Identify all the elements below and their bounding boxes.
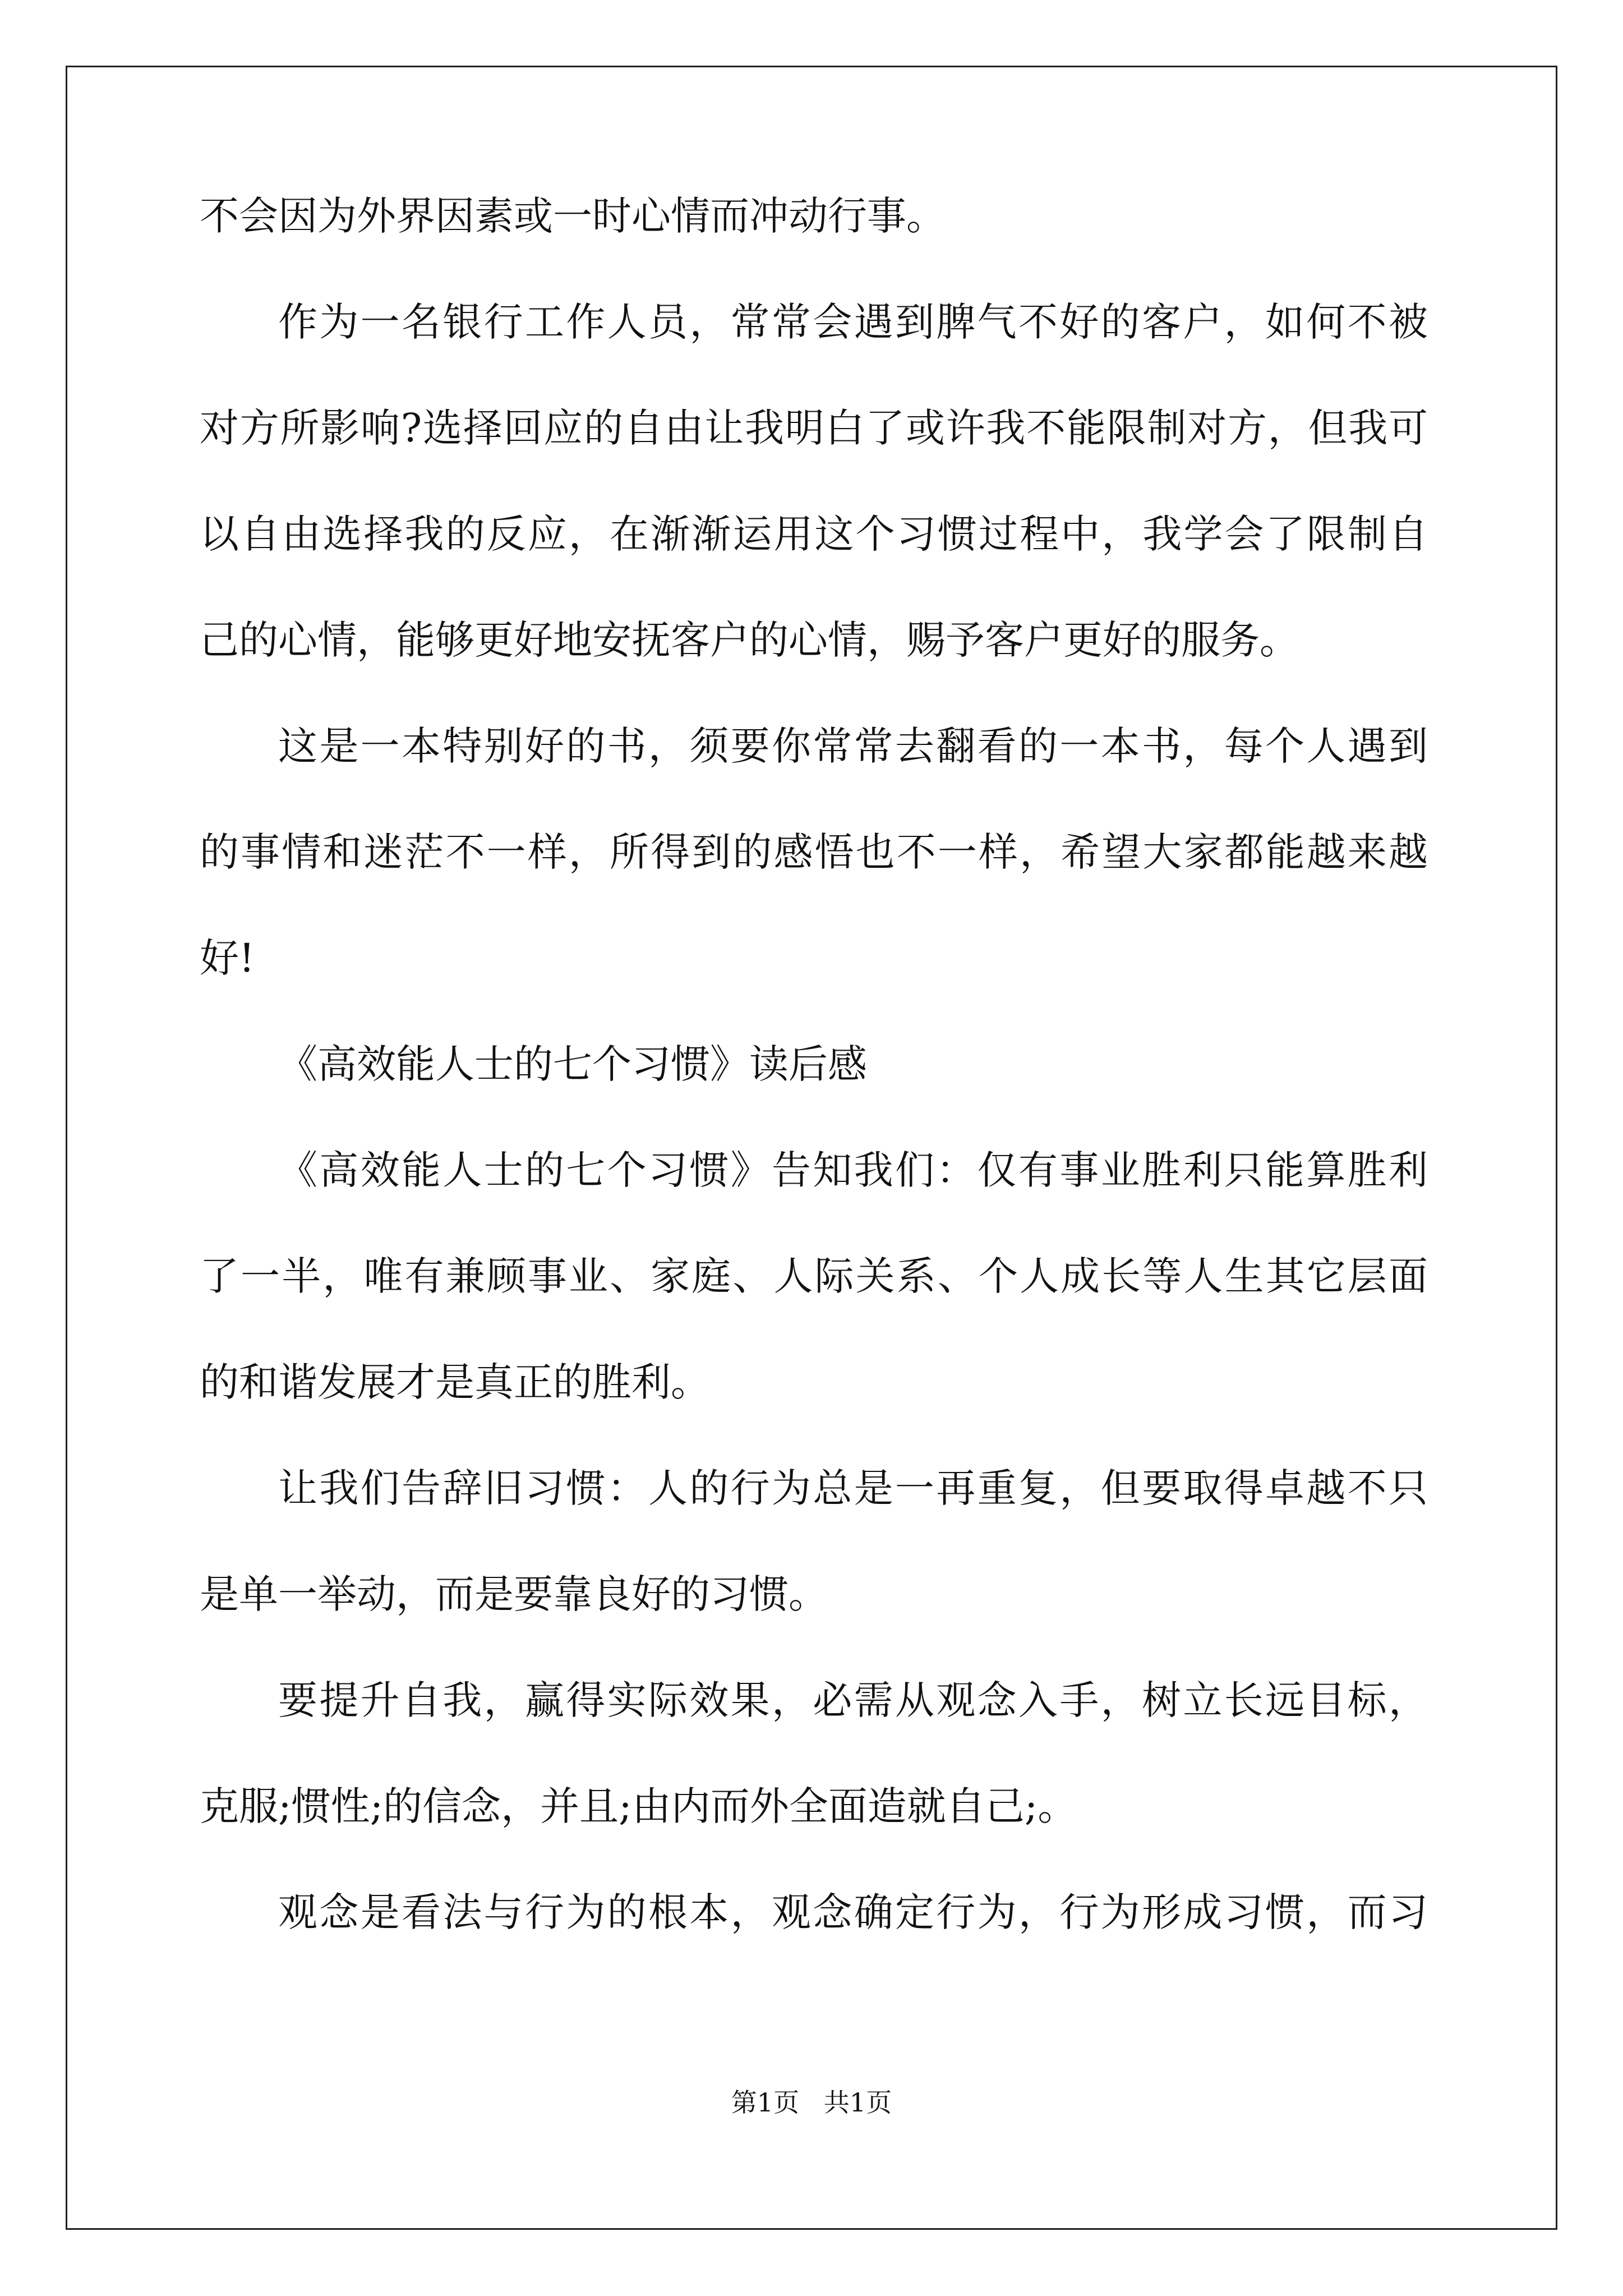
text-line-10: 《高效能人士的七个习惯》告知我们：仅有事业胜利只能算胜利 <box>278 1147 1428 1193</box>
text-line-3: 对方所影响?选择回应的自由让我明白了或许我不能限制对方，但我可 <box>200 405 1428 451</box>
text-line-11: 了一半，唯有兼顾事业、家庭、人际关系、个人成长等人生其它层面 <box>200 1253 1428 1299</box>
text-line-4: 以自由选择我的反应，在渐渐运用这个习惯过程中，我学会了限制自 <box>200 511 1428 557</box>
text-line-17: 观念是看法与行为的根本，观念确定行为，行为形成习惯，而习 <box>278 1889 1428 1935</box>
text-line-5: 己的心情，能够更好地安抚客户的心情，赐予客户更好的服务。 <box>200 617 1299 663</box>
text-line-12: 的和谐发展才是真正的胜利。 <box>200 1359 710 1405</box>
text-line-2: 作为一名银行工作人员，常常会遇到脾气不好的客户，如何不被 <box>278 299 1428 345</box>
text-line-1: 不会因为外界因素或一时心情而冲动行事。 <box>200 193 946 239</box>
text-line-14: 是单一举动，而是要靠良好的习惯。 <box>200 1571 828 1617</box>
page-footer: 第1页 共1页 <box>731 2087 892 2118</box>
text-line-13: 让我们告辞旧习惯：人的行为总是一再重复，但要取得卓越不只 <box>278 1465 1428 1511</box>
section-title: 《高效能人士的七个习惯》读后感 <box>278 1041 867 1087</box>
text-line-8: 好! <box>200 935 255 981</box>
text-line-15: 要提升自我，赢得实际效果，必需从观念入手，树立长远目标， <box>278 1677 1428 1723</box>
text-line-6: 这是一本特别好的书，须要你常常去翻看的一本书，每个人遇到 <box>278 723 1428 769</box>
text-line-16: 克服;惯性;的信念，并且;由内而外全面造就自己;。 <box>200 1783 1077 1829</box>
text-line-7: 的事情和迷茫不一样，所得到的感悟也不一样，希望大家都能越来越 <box>200 829 1428 875</box>
